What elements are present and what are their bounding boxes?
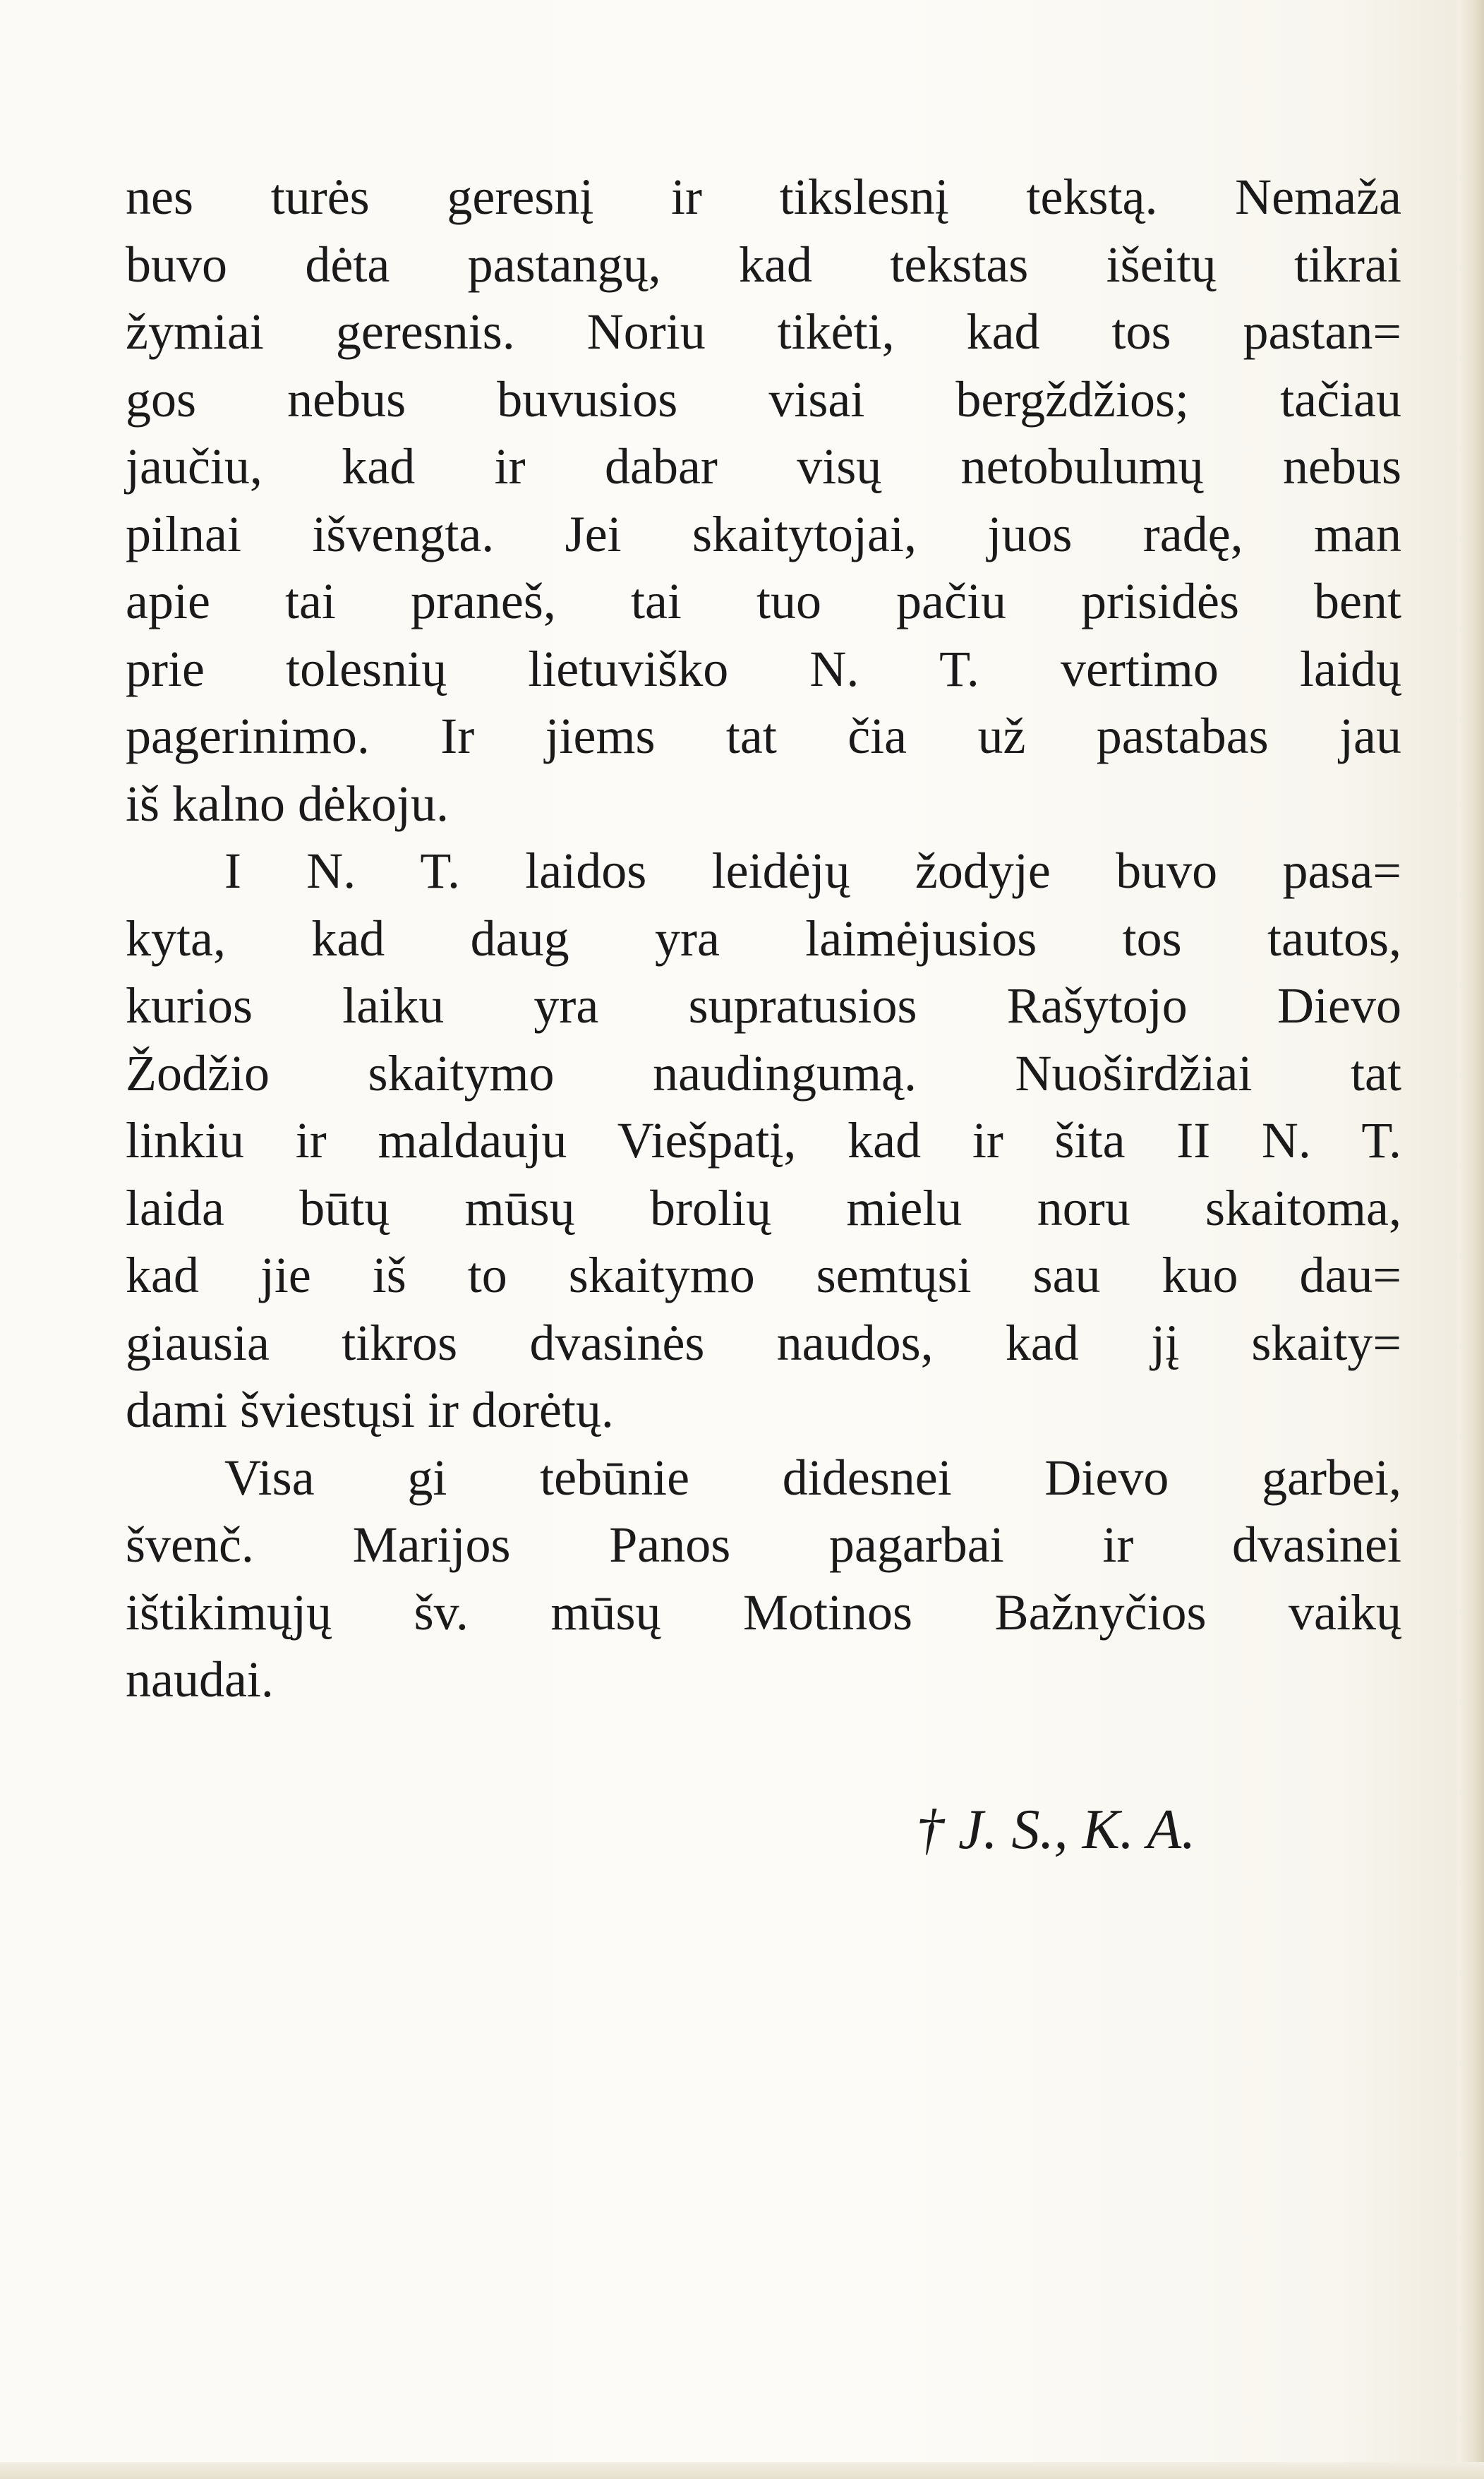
text-line: pagerinimo. Ir jiems tat čia už pastabas jau xyxy=(126,708,1401,764)
text-line: dami šviestųsi ir dorėtų. xyxy=(126,1382,614,1438)
text-line: I N. T. laidos leidėjų žodyje buvo pasa= xyxy=(224,843,1401,899)
text-line: žymiai geresnis. Noriu tikėti, kad tos pastan= xyxy=(126,303,1401,360)
text-line: Žodžio skaitymo naudingumą. Nuoširdžiai tat xyxy=(126,1044,1401,1102)
text-line: jaučiu, kad ir dabar visų netobulumų nebus xyxy=(126,438,1401,495)
text-line: gos nebus buvusios visai bergždžios; tačiau xyxy=(126,370,1401,428)
text-line: giausia tikros dvasinės naudos, kad jį skaity= xyxy=(126,1314,1401,1371)
text-line: kyta, kad daug yra laimėjusios tos tautos, xyxy=(126,910,1401,967)
text-line: laida būtų mūsų brolių mielu noru skaitoma, xyxy=(126,1179,1401,1236)
text-line: naudai. xyxy=(126,1651,274,1708)
body-text xyxy=(126,164,1401,1714)
text-line: nes turės geresnį ir tikslesnį tekstą. Nemaža xyxy=(126,169,1401,225)
text-line: buvo dėta pastangų, kad tekstas išeitų tikrai xyxy=(126,236,1401,293)
text-line: kad jie iš to skaitymo semtųsi sau kuo dau= xyxy=(126,1247,1401,1303)
text-line: pilnai išvengta. Jei skaitytojai, juos radę, man xyxy=(126,505,1401,562)
page-bottom-edge xyxy=(0,2462,1484,2479)
text-line: kurios laiku yra supratusios Rašytojo Dievo xyxy=(126,977,1401,1034)
text-line: linkiu ir maldauju Viešpatį, kad ir šita II N. T. xyxy=(126,1112,1401,1169)
page-edge-shadow xyxy=(1457,0,1484,2479)
text-line: švenč. Marijos Panos pagarbai ir dvasinei xyxy=(126,1516,1401,1573)
text-line: Visa gi tebūnie didesnei Dievo garbei, xyxy=(224,1449,1401,1506)
text-line: iš kalno dėkoju. xyxy=(126,775,449,832)
text-line: prie tolesnių lietuviško N. T. vertimo laidų xyxy=(126,640,1401,697)
text-line: apie tai praneš, tai tuo pačiu prisidės bent xyxy=(126,573,1401,629)
signature: † J. S., K. A. xyxy=(916,1799,1196,1861)
text-line: ištikimųjų šv. mūsų Motinos Bažnyčios vaikų xyxy=(126,1584,1401,1641)
